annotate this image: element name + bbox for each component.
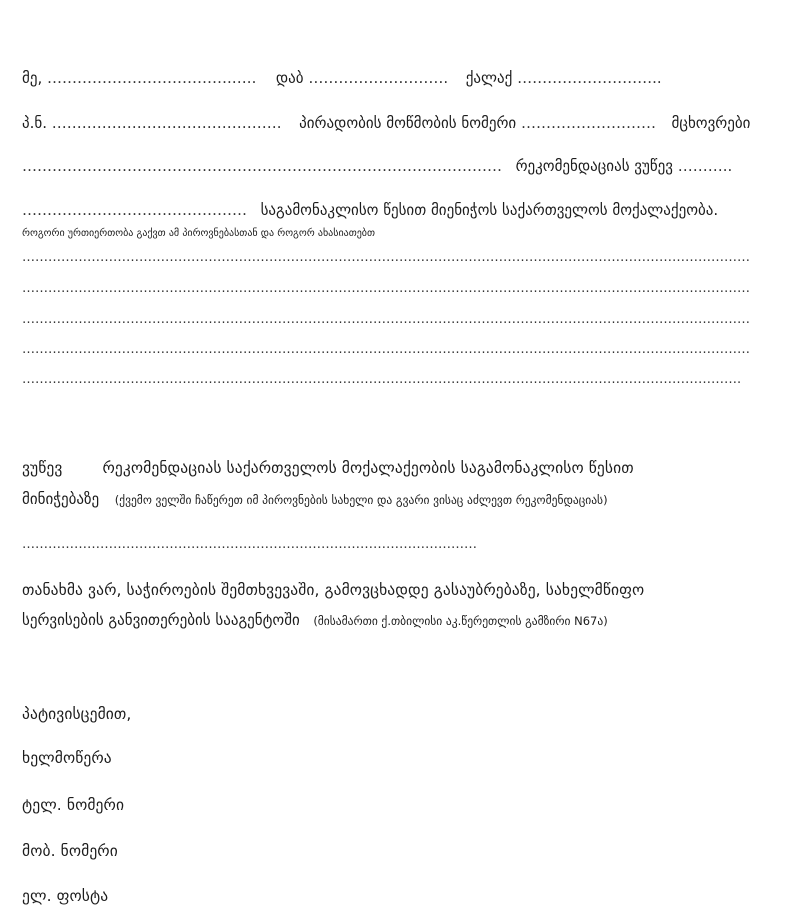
candidate-name-field[interactable]: …………………………………………………………………………………………… <box>22 537 477 552</box>
closing-respect: პატივისცემით, <box>22 705 132 723</box>
label-resident: მცხოვრები <box>671 114 751 132</box>
recommend-statement: რეკომენდაციას საქართველოს მოქალაქეობის საგამონაკლისო წესით <box>102 459 634 477</box>
label-born: დაბ <box>275 69 304 87</box>
label-id-number: პირადობის მოწმობის ნომერი <box>299 114 517 132</box>
line-name <box>22 68 662 88</box>
phone-label: ტელ. ნომერი <box>22 796 125 814</box>
city-field[interactable]: ……………………….. <box>517 69 662 87</box>
consent-statement: თანახმა ვარ, საჭიროების შემთხვევაში, გამოვცხადდე გასაუბრებაზე, სახელმწიფო <box>22 581 645 599</box>
label-city: ქალაქ <box>465 69 513 87</box>
email-label: ელ. ფოსტა <box>22 887 109 905</box>
agency-name: სერვისების განვითერების სააგენტოში <box>22 611 300 629</box>
relation-note: როგორი ურთიერთობა გაქვთ ამ პიროვნებასთან და როგორ ახასიათებთ <box>22 228 375 239</box>
mobile-label: მობ. ნომერი <box>22 842 118 860</box>
grant-text: საგამონაკლისო წესით მიენიჭოს საქართველოს მოქალაქეობა. <box>260 201 719 219</box>
word-granting: მინიჭებაზე <box>22 490 100 508</box>
relation-line[interactable]: …………………………………………………………………………………………………………………………………………………… <box>22 250 750 265</box>
word-recommend: ვუწევ <box>22 459 63 477</box>
label-recommend: რეკომენდაციას ვუწევ <box>515 157 673 175</box>
relation-line[interactable]: …………………………………………………………………………………………………………………………………………………… <box>22 312 750 327</box>
recipient-field[interactable]: ……………………………………… <box>22 201 247 219</box>
agency-address: (მისამართი ქ.თბილისი აკ.წერეთლის გამზირი N67ა) <box>313 614 608 628</box>
line-address <box>22 156 732 176</box>
line-recommend-statement <box>22 458 634 478</box>
label-me: მე, <box>22 69 43 87</box>
name-field[interactable]: ………………………………. <box>47 69 232 87</box>
line-agency <box>22 610 608 631</box>
name-field-end[interactable]: ….. <box>231 69 257 87</box>
birth-field[interactable]: ………………………. <box>308 69 449 87</box>
line-personal-number <box>22 113 750 133</box>
relation-line[interactable]: …………………………………………………………………………………………………………………………………………………… <box>22 342 750 357</box>
signature-label: ხელმოწერა <box>22 749 112 767</box>
recommend-tail-field[interactable]: ……….. <box>677 157 733 175</box>
line-grant <box>22 200 718 220</box>
id-number-field[interactable]: ……………………… <box>520 114 656 132</box>
pn-field[interactable]: ………………………………………. <box>51 114 282 132</box>
relation-line[interactable]: …………………………………………………………………………………………………………………………………………………… <box>22 281 750 296</box>
label-pn: პ.ნ. <box>22 114 47 132</box>
granting-note: (ქვემო ველში ჩაწერეთ იმ პიროვნების სახელი და გვარი ვისაც აძლევთ რეკომენდაციას) <box>114 493 608 507</box>
address-field[interactable]: …………………………………………………………………………………… <box>22 157 502 175</box>
relation-line[interactable]: …………………………………………………………………………………………………………………………………………………. <box>22 372 742 387</box>
line-granting <box>22 489 608 510</box>
